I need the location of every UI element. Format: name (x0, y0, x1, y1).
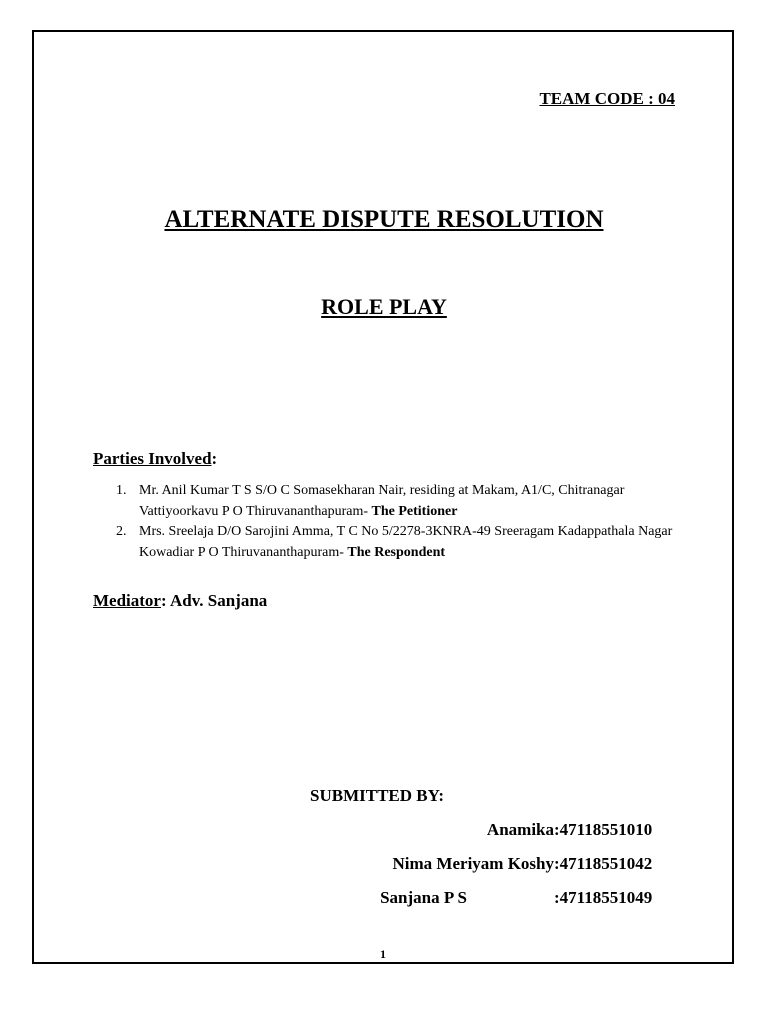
member-id: :47118551042 (554, 854, 653, 873)
party-number: 1. (116, 483, 127, 498)
member-name: Anamika (486, 820, 554, 839)
document-subtitle: ROLE PLAY (321, 294, 447, 319)
team-code: TEAM CODE : 04 (539, 89, 675, 108)
member-id: :47118551049 (554, 888, 653, 907)
member-name: Sanjana P S (380, 888, 467, 907)
party-item-respondent (116, 522, 676, 563)
submitted-by-heading: SUBMITTED BY: (310, 786, 444, 805)
mediator-label: Mediator (93, 591, 161, 610)
party-role: The Respondent (347, 544, 446, 560)
mediator-value: : Adv. Sanjana (160, 591, 268, 610)
party-details: Mrs. Sreelaja D/O Sarojini Amma, T C No 5/2278-3KNRA-49 Sreeragam Kadappathala Nagar Kowadiar P O Thiruvananthapuram- (139, 524, 673, 560)
page-number: 1 (380, 947, 386, 961)
mediator-line (93, 591, 267, 611)
member-name: Nima Meriyam Koshy (392, 854, 554, 873)
parties-heading-label: Parties Involved (93, 449, 212, 468)
parties-heading-suffix: : (211, 449, 218, 468)
party-number: 2. (116, 524, 127, 539)
party-details: Mr. Anil Kumar T S S/O C Somasekharan Nair, residing at Makam, A1/C, Chitranagar Vattiyoorkavu P O Thiruvananthapuram- (139, 483, 625, 519)
member-id: :47118551010 (554, 820, 653, 839)
parties-heading (93, 449, 217, 469)
parties-list (116, 481, 676, 563)
party-item-petitioner (116, 481, 676, 522)
document-title: ALTERNATE DISPUTE RESOLUTION (164, 206, 604, 233)
party-role: The Petitioner (371, 503, 458, 519)
